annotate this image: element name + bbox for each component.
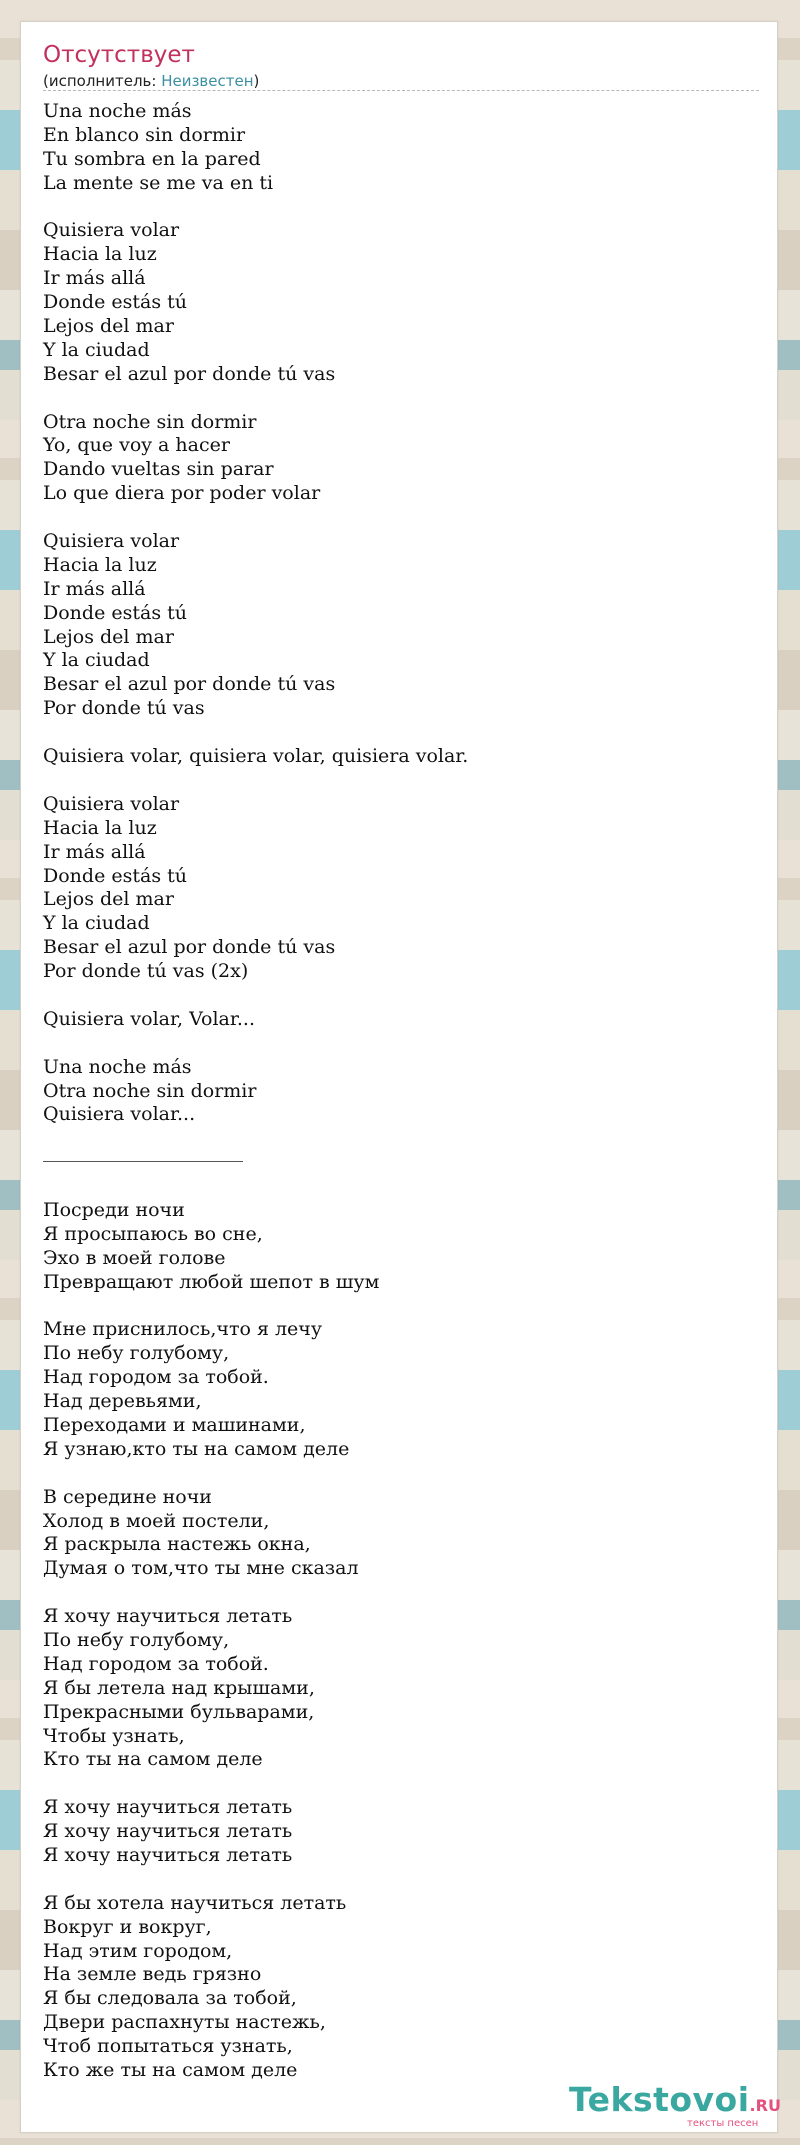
lyric-line: Я бы хотела научиться летать [43,1891,347,1914]
blank-line [43,769,759,793]
lyric-line: Y la ciudad [43,649,150,672]
lyrics-translation [43,1199,759,2083]
lyric-line: Над городом за тобой. [43,1366,269,1389]
lyric-line: Hacia la luz [43,553,157,576]
logo-name: Tekstovoi [569,2080,750,2119]
lyric-line: Я хочу научиться летать [43,1796,293,1819]
lyric-line: Quisiera volar, Volar... [43,1007,255,1030]
lyric-line: Кто же ты на самом деле [43,2059,298,2082]
blank-line [43,387,759,411]
lyric-line: Я раскрыла настежь окна, [43,1533,311,1556]
lyric-line: Прекрасными бульварами, [43,1700,315,1723]
logo-tagline: тексты песен [687,2118,759,2129]
lyric-line: Я узнаю,кто ты на самом деле [43,1437,350,1460]
blank-line [43,506,759,530]
lyric-line: Por donde tú vas [43,697,205,720]
artist-line [43,72,259,90]
lyric-line: Hacia la luz [43,816,157,839]
lyric-line: Quisiera volar... [43,1103,196,1126]
lyric-line: Donde estás tú [43,864,187,887]
lyrics-card [20,21,781,2133]
lyric-line: Quisiera volar, quisiera volar, quisiera volar. [43,745,469,768]
song-title: Отсутствует [43,42,195,68]
blank-line [43,721,759,745]
lyric-line: На земле ведь грязно [43,1963,262,1986]
lyric-line: Над деревьями, [43,1390,202,1413]
lyric-line: Besar el azul por donde tú vas [43,673,336,696]
lyric-line: Besar el azul por donde tú vas [43,362,336,385]
lyric-line: Я хочу научиться летать [43,1820,293,1843]
lyric-line: Вокруг и вокруг, [43,1915,212,1938]
lyric-line: Lejos del mar [43,315,174,338]
lyric-line: Quisiera volar [43,792,180,815]
lyric-line: Por donde tú vas (2x) [43,960,249,983]
blank-line [43,1772,759,1796]
lyric-line: Холод в моей постели, [43,1509,270,1532]
lyric-line: Yo, que voy a hacer [43,434,230,457]
lyric-line: Lejos del mar [43,625,174,648]
lyric-line: По небу голубому, [43,1629,230,1652]
lyric-line: Ir más allá [43,577,146,600]
lyric-line: Переходами и машинами, [43,1414,306,1436]
lyric-line: Я просыпаюсь во сне, [43,1222,263,1245]
lyric-line: Donde estás tú [43,601,187,624]
logo-domain: .RU [749,2096,781,2115]
lyric-line: Посреди ночи [43,1198,185,1221]
lyric-line: Превращают любой шепот в шум [43,1270,380,1293]
lyric-line: Я бы летела над крышами, [43,1676,315,1699]
artist-suffix: ) [253,72,260,90]
lyrics-text [43,100,759,2083]
lyric-line: Мне приснилось,что я лечу [43,1318,323,1341]
lyric-line: Чтоб попытаться узнать, [43,2035,293,2058]
lyric-line: Y la ciudad [43,338,150,361]
lyric-line: Hacia la luz [43,243,157,266]
lyric-line: Dando vueltas sin parar [43,458,274,481]
lyric-line: По небу голубому, [43,1342,230,1365]
lyric-line: Чтобы узнать, [43,1724,185,1747]
lyric-line: Я хочу научиться летать [43,1605,293,1628]
lyric-line: Я хочу научиться летать [43,1844,293,1867]
lyric-line: Quisiera volar [43,530,180,553]
blank-line [43,1868,759,1892]
header-divider [43,90,759,91]
artist-prefix: (исполнитель: [43,72,162,90]
lyric-line: Я бы следовала за тобой, [43,1987,297,2010]
lyric-line: Tu sombra en la pared [43,147,261,170]
lyric-line: Besar el azul por donde tú vas [43,936,336,959]
lyric-line: Y la ciudad [43,912,150,935]
lyric-line: Una noche más [43,1055,192,1078]
blank-line [43,1581,759,1605]
lyric-line: La mente se me va en ti [43,171,274,194]
blank-line [43,196,759,220]
artist-link[interactable]: Неизвестен [161,72,254,90]
site-logo[interactable] [569,2080,781,2129]
lyric-line: Эхо в моей голове [43,1246,226,1269]
lyric-line: En blanco sin dormir [43,123,246,146]
lyric-line: Otra noche sin dormir [43,410,257,433]
lyric-line: Quisiera volar [43,219,180,242]
lyric-line: Otra noche sin dormir [43,1079,257,1102]
lyric-line: Donde estás tú [43,291,187,314]
lyric-line: Над городом за тобой. [43,1652,269,1675]
lyric-line: Кто ты на самом деле [43,1748,263,1771]
lyric-line: Lejos del mar [43,888,174,911]
lyric-line: Ir más allá [43,267,146,290]
lyrics-separator [43,1127,759,1175]
lyric-line: Ir más allá [43,840,146,863]
blank-line [43,1295,759,1319]
lyric-line: Над этим городом, [43,1939,233,1962]
lyric-line: Una noche más [43,100,192,122]
lyric-line: Двери распахнуты настежь, [43,2011,326,2034]
blank-line [43,1462,759,1486]
lyric-line: В середине ночи [43,1485,212,1508]
lyrics-original [43,100,759,1127]
lyric-line: Думая о том,что ты мне сказал [43,1557,359,1580]
blank-line [43,984,759,1008]
lyric-line: Lo que diera por poder volar [43,482,321,505]
blank-line [43,1032,759,1056]
